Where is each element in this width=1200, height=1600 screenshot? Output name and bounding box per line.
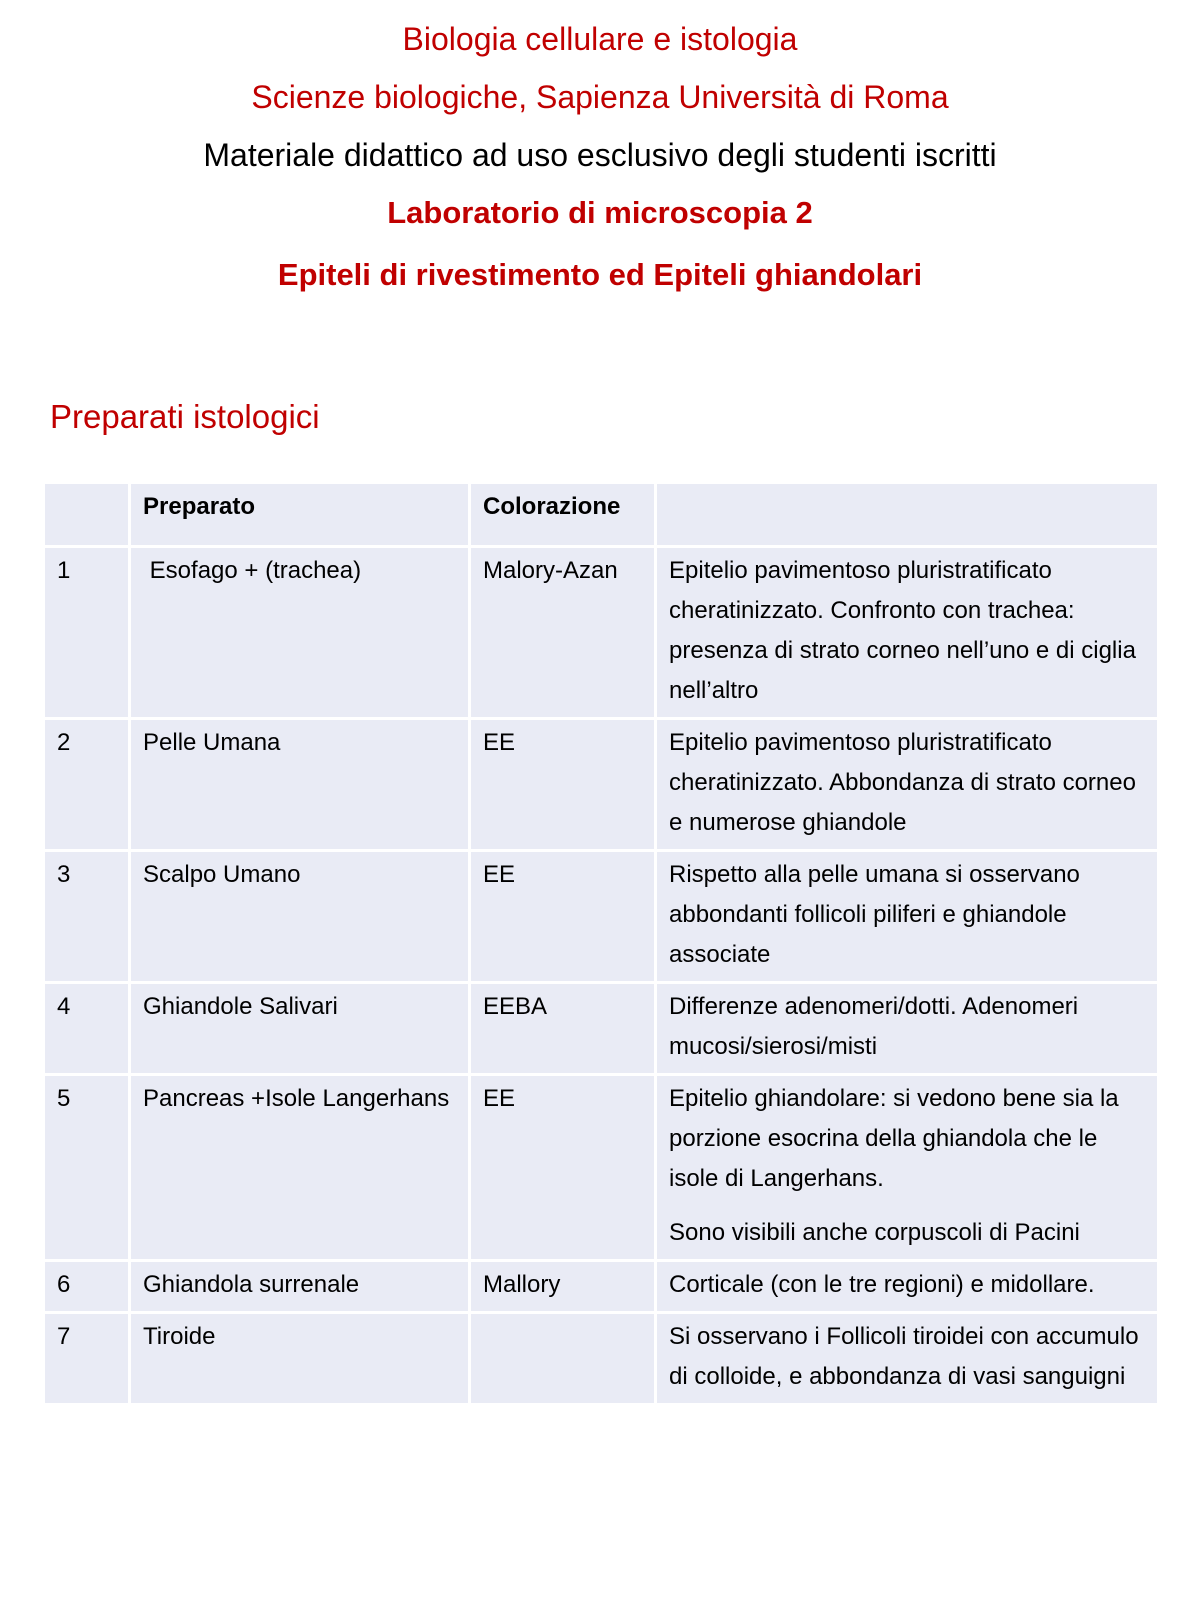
row-note: [657, 1262, 1157, 1314]
row-note: [657, 720, 1157, 852]
table-row: [45, 1314, 1157, 1406]
table-row: [45, 1076, 1157, 1262]
lab-title: Laboratorio di microscopia 2: [387, 195, 813, 230]
row-number: 5: [45, 1076, 131, 1262]
row-number: 1: [45, 548, 131, 720]
row-number: 3: [45, 852, 131, 984]
row-preparato: Pancreas +Isole Langerhans: [131, 1076, 471, 1262]
row-colorazione: EEBA: [471, 984, 657, 1076]
row-note-text: Rispetto alla pelle umana si osservano abbondanti follicoli piliferi e ghiandole associate: [669, 861, 1080, 968]
preparati-table: [45, 484, 1157, 1406]
table-header-row: [45, 484, 1157, 548]
row-colorazione: EE: [471, 720, 657, 852]
row-note-text: Corticale (con le tre regioni) e midollare.: [669, 1271, 1095, 1298]
header-cell-colorazione: Colorazione: [471, 484, 657, 548]
row-number: 6: [45, 1262, 131, 1314]
table-row: [45, 548, 1157, 720]
row-note-text: Si osservano i Follicoli tiroidei con accumulo di colloide, e abbondanza di vasi sanguigni: [669, 1323, 1139, 1390]
row-preparato: Ghiandole Salivari: [131, 984, 471, 1076]
table-row: [45, 720, 1157, 852]
row-note: [657, 548, 1157, 720]
table-row: [45, 1262, 1157, 1314]
row-note: [657, 1314, 1157, 1406]
row-preparato: Tiroide: [131, 1314, 471, 1406]
row-colorazione: Mallory: [471, 1262, 657, 1314]
row-colorazione: Malory-Azan: [471, 548, 657, 720]
document-header: [0, 10, 1200, 308]
row-note: [657, 984, 1157, 1076]
row-note-text-extra: Sono visibili anche corpuscoli di Pacini: [669, 1219, 1080, 1246]
row-note: [657, 852, 1157, 984]
row-number: 4: [45, 984, 131, 1076]
row-note: [657, 1076, 1157, 1262]
row-preparato: Scalpo Umano: [131, 852, 471, 984]
row-note-text: Epitelio ghiandolare: si vedono bene sia la porzione esocrina della ghiandola che le isole di Langerhans.: [669, 1085, 1119, 1192]
row-number: 7: [45, 1314, 131, 1406]
row-note-text: Epitelio pavimentoso pluristratificato cheratinizzato. Confronto con trachea: presenza di strato corneo nell’uno e di ciglia nell’altro: [669, 557, 1136, 704]
table-row: [45, 852, 1157, 984]
course-program: Scienze biologiche, Sapienza Università di Roma: [251, 79, 949, 115]
row-preparato: Esofago + (trachea): [131, 548, 471, 720]
header-cell-preparato: Preparato: [131, 484, 471, 548]
row-note-text: Differenze adenomeri/dotti. Adenomeri mucosi/sierosi/misti: [669, 993, 1079, 1060]
section-title: Preparati istologici: [50, 398, 320, 435]
course-title: Biologia cellulare e istologia: [402, 21, 798, 57]
row-colorazione: EE: [471, 1076, 657, 1262]
lab-subtitle: Epiteli di rivestimento ed Epiteli ghiandolari: [277, 257, 923, 292]
header-cell-note: [657, 484, 1157, 548]
header-cell-number: [45, 484, 131, 548]
usage-notice: Materiale didattico ad uso esclusivo degli studenti iscritti: [203, 137, 997, 173]
row-colorazione: EE: [471, 852, 657, 984]
row-number: 2: [45, 720, 131, 852]
row-colorazione: [471, 1314, 657, 1406]
row-preparato: Ghiandola surrenale: [131, 1262, 471, 1314]
table-row: [45, 984, 1157, 1076]
row-preparato: Pelle Umana: [131, 720, 471, 852]
row-note-text: Epitelio pavimentoso pluristratificato cheratinizzato. Abbondanza di strato corneo e numerose ghiandole: [669, 729, 1136, 836]
